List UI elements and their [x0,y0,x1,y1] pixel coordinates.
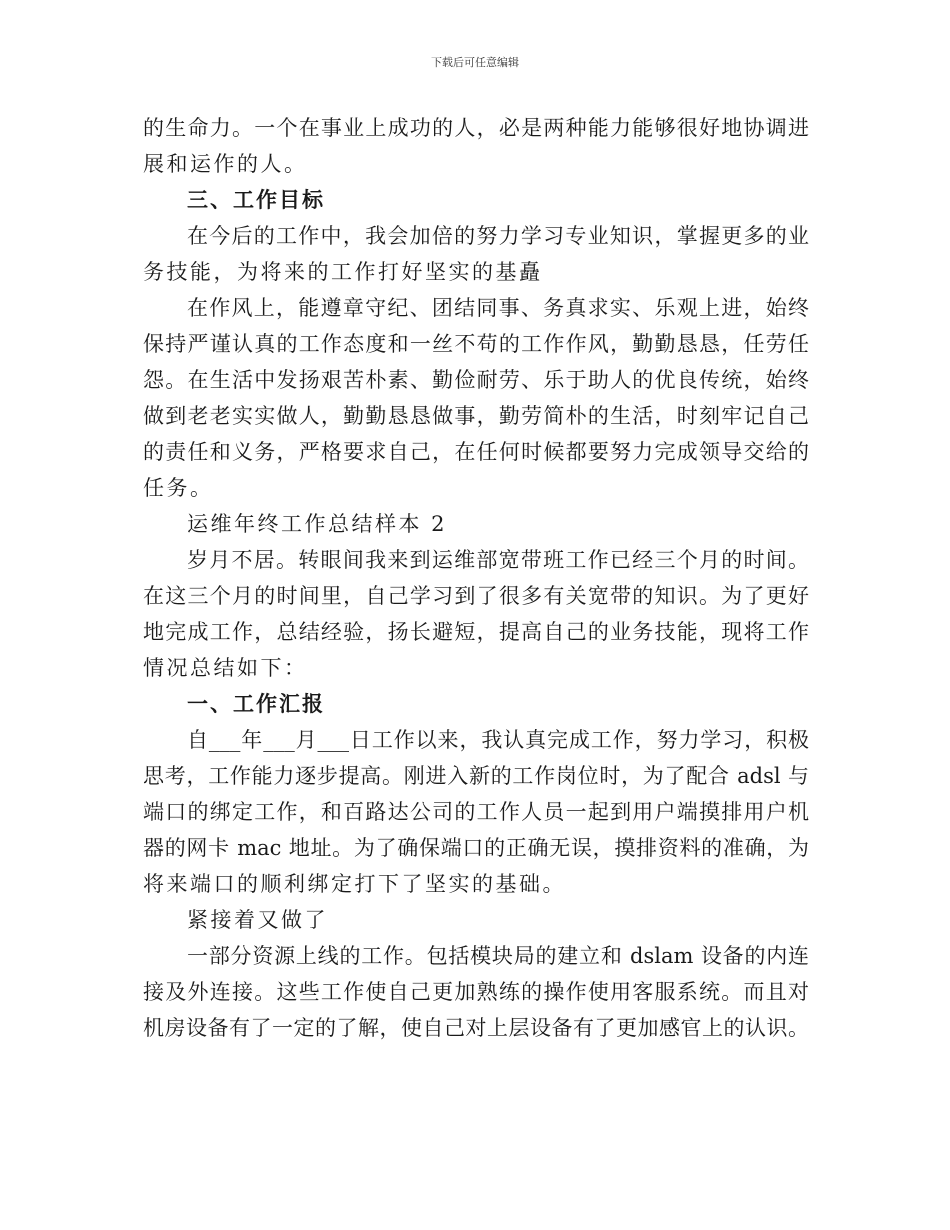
page-header: 下载后可任意编辑 [431,56,519,69]
text-line: 接及外连接。这些工作使自己更加熟练的操作使用客服系统。而且对 [143,980,809,1004]
text-line: 展和运作的人。 [143,152,308,176]
text-line: 在这三个月的时间里，自己学习到了很多有关宽带的知识。为了更好 [143,584,809,608]
text-line: 情况总结如下： [143,656,308,680]
text-line: 怨。在生活中发扬艰苦朴素、勤俭耐劳、乐于助人的优良传统，始终 [143,368,809,392]
text-line: 思考，工作能力逐步提高。刚进入新的工作岗位时，为了配合 adsl 与 [143,764,809,788]
text-line: 地完成工作，总结经验，扬长避短，提高自己的业务技能，现将工作 [143,620,809,644]
text-line: 在今后的工作中，我会加倍的努力学习专业知识，掌握更多的业 [187,224,809,248]
text-line: 的责任和义务，严格要求自己，在任何时候都要努力完成领导交给的 [143,440,809,464]
text-line: 器的网卡 mac 地址。为了确保端口的正确无误，摸排资料的准确，为 [143,836,809,860]
text-line: 任务。 [143,476,214,500]
text-line: 一部分资源上线的工作。包括模块局的建立和 dslam 设备的内连 [187,944,809,968]
text-line: 运维年终工作总结样本 2 [187,512,448,536]
text-line: 的生命力。一个在事业上成功的人，必是两种能力能够很好地协调进 [143,116,809,140]
text-line: 岁月不居。转眼间我来到运维部宽带班工作已经三个月的时间。 [187,548,809,572]
text-line: 做到老老实实做人，勤勤恳恳做事，勤劳简朴的生活，时刻牢记自己 [143,404,809,428]
text-line: 将来端口的顺利绑定打下了坚实的基础。 [143,872,566,896]
text-line: 在作风上，能遵章守纪、团结同事、务真求实、乐观上进，始终 [187,296,809,320]
text-line: 保持严谨认真的工作态度和一丝不苟的工作作风，勤勤恳恳，任劳任 [143,332,809,356]
section-heading: 三、工作目标 [187,188,325,212]
text-line: 机房设备有了一定的了解，使自己对上层设备有了更加感官上的认识。 [143,1016,809,1040]
text-line: 端口的绑定工作，和百路达公司的工作人员一起到用户端摸排用户机 [143,800,809,824]
text-line: 紧接着又做了 [187,908,328,932]
text-line: 自___年___月___日工作以来，我认真完成工作，努力学习，积极 [187,728,809,752]
text-line: 务技能，为将来的工作打好坚实的基矗 [143,260,543,284]
section-heading: 一、工作汇报 [187,692,325,716]
document-body [143,110,809,1046]
